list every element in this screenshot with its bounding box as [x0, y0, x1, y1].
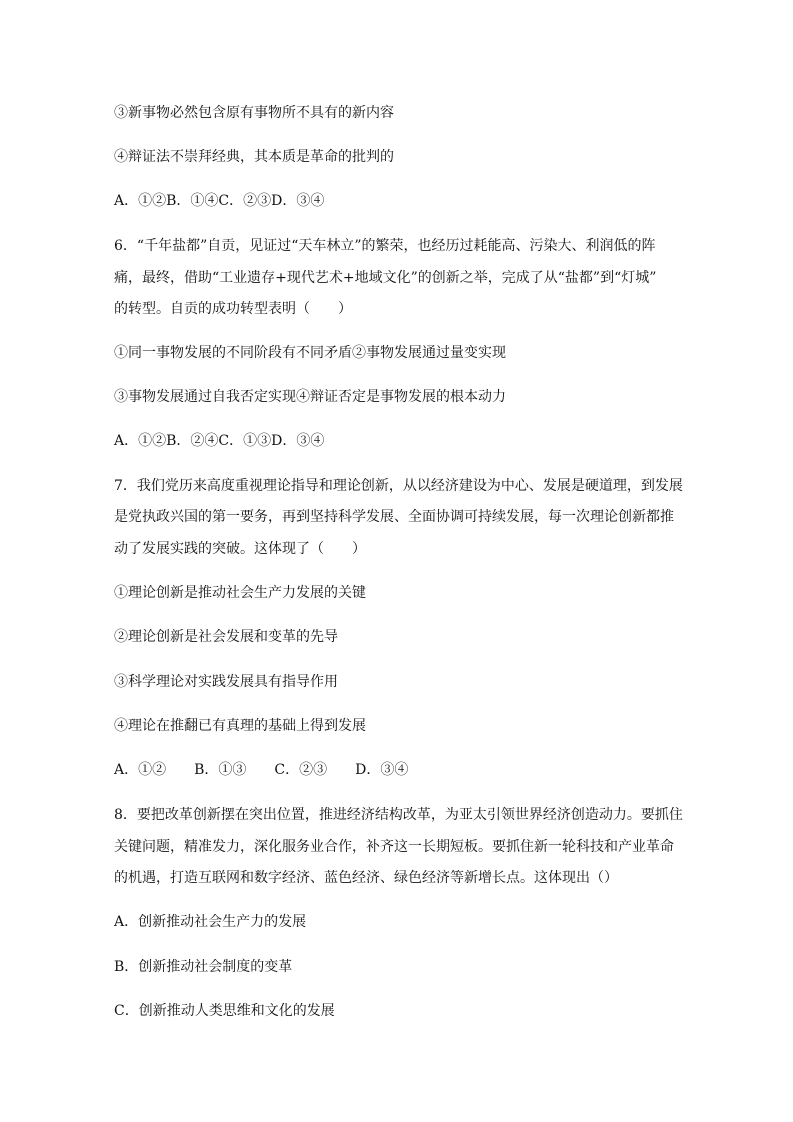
q8-choice-b: B．创新推动社会制度的变革	[114, 959, 293, 975]
q8-stem-line-2: 关键问题，精准发力，深化服务业合作，补齐这一长期短板。要抓住新一轮科技和产业革命	[114, 839, 674, 855]
q6-stem-line-2: 痛，最终，借助“工业遗存+现代艺术+地域文化”的创新之举，完成了从“盐都”到“灯城”	[114, 270, 657, 286]
q6-stem-line-3: 的转型。自贡的成功转型表明（ ）	[114, 301, 352, 317]
q7-choice-b: B．①③	[194, 762, 247, 778]
q7-choice-d: D．③④	[355, 762, 409, 778]
q5-answer-choices: A．①②B．①④C．②③D．③④	[114, 193, 325, 209]
q5-option-4: ④辩证法不崇拜经典，其本质是革命的批判的	[114, 149, 394, 165]
q7-choice-c: C．②③	[274, 762, 328, 778]
q8-choice-a: A．创新推动社会生产力的发展	[114, 914, 307, 930]
q7-stem-line-2: 是党执政兴国的第一要务，再到坚持科学发展、全面协调可持续发展，每一次理论创新都推	[114, 509, 674, 525]
q6-options-1-2: ①同一事物发展的不同阶段有不同矛盾②事物发展通过量变实现	[114, 345, 506, 361]
q8-stem-line-1: 8．要把改革创新摆在突出位置，推进经济结构改革，为亚太引领世界经济创造动力。要抓住	[114, 807, 683, 823]
q6-stem-line-1: 6．“千年盐都”自贡，见证过“天车林立”的繁荣，也经历过耗能高、污染大、利润低的阵	[114, 238, 656, 254]
q7-option-1: ①理论创新是推动社会生产力发展的关键	[114, 585, 366, 601]
q6-answer-choices: A．①②B．②④C．①③D．③④	[114, 433, 325, 449]
q6-options-3-4: ③事物发展通过自我否定实现④辩证否定是事物发展的根本动力	[114, 389, 506, 405]
q7-stem-line-3: 动了发展实践的突破。这体现了（ ）	[114, 541, 366, 557]
q8-choice-c: C．创新推动人类思维和文化的发展	[114, 1003, 335, 1019]
q8-stem-line-3: 的机遇，打造互联网和数字经济、蓝色经济、绿色经济等新增长点。这体现出（）	[114, 870, 618, 886]
q7-option-3: ③科学理论对实践发展具有指导作用	[114, 674, 338, 690]
q7-option-2: ②理论创新是社会发展和变革的先导	[114, 629, 338, 645]
q7-option-4: ④理论在推翻已有真理的基础上得到发展	[114, 718, 366, 734]
q7-answer-choices	[114, 761, 686, 779]
q7-choice-a: A．①②	[114, 762, 167, 778]
q5-option-3: ③新事物必然包含原有事物所不具有的新内容	[114, 105, 394, 121]
q7-stem-line-1: 7．我们党历来高度重视理论指导和理论创新，从以经济建设为中心、发展是硬道理，到发展	[114, 478, 683, 494]
